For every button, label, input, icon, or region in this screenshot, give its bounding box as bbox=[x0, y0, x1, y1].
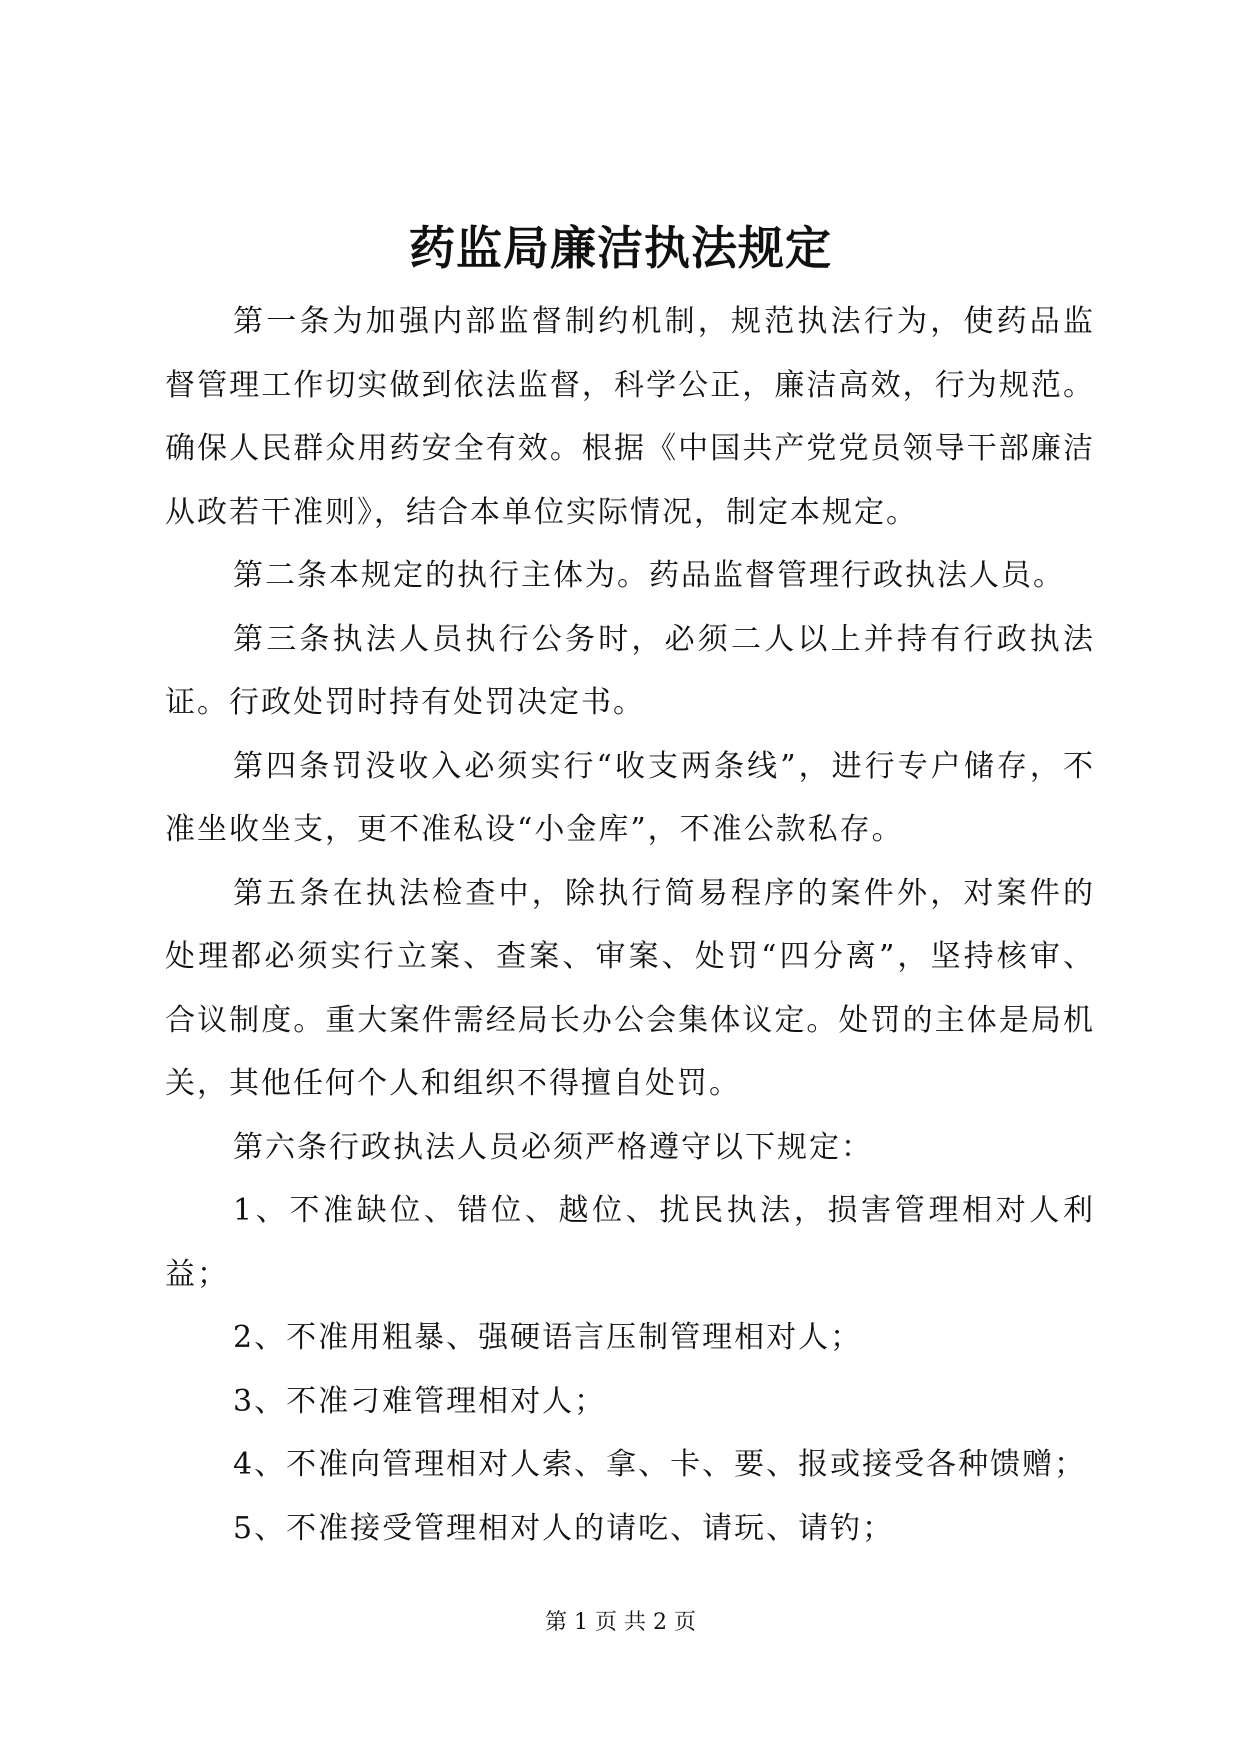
article-1-paragraph: 第一条为加强内部监督制约机制，规范执法行为，使药品监督管理工作切实做到依法监督，科学公正，廉洁高效，行为规范。确保人民群众用药安全有效。根据《中国共产党党员领导干部廉洁从政若干准则》，结合本单位实际情况，制定本规定。 bbox=[165, 304, 1095, 530]
article-3-paragraph: 第三条执法人员执行公务时，必须二人以上并持有行政执法证。行政处罚时持有处罚决定书。 bbox=[165, 621, 1095, 720]
rule-item-4: 4、不准向管理相对人索、拿、卡、要、报或接受各种馈赠； bbox=[233, 1447, 1087, 1482]
rule-item-5: 5、不准接受管理相对人的请吃、请玩、请钓； bbox=[233, 1510, 895, 1546]
article-2-paragraph: 第二条本规定的执行主体为。药品监督管理行政执法人员。 bbox=[233, 558, 1065, 593]
article-4-paragraph: 第四条罚没收入必须实行“收支两条线”，进行专户储存，不准坐收坐支，更不准私设“小金库”，不准公款私存。 bbox=[165, 748, 1095, 847]
article-6-paragraph: 第六条行政执法人员必须严格遵守以下规定： bbox=[233, 1129, 873, 1165]
rule-item-2: 2、不准用粗暴、强硬语言压制管理相对人； bbox=[233, 1320, 863, 1355]
rule-item-3: 3、不准刁难管理相对人； bbox=[233, 1383, 607, 1419]
document-body bbox=[165, 290, 1095, 1560]
article-5-paragraph: 第五条在执法检查中，除执行简易程序的案件外，对案件的处理都必须实行立案、查案、审案、处罚“四分离”，坚持核审、合议制度。重大案件需经局长办公会集体议定。处罚的主体是局机关，其他任何个人和组织不得擅自处罚。 bbox=[165, 875, 1095, 1101]
page-number-footer: 第 1 页 共 2 页 bbox=[545, 1610, 696, 1635]
document-title: 药监局廉洁执法规定 bbox=[409, 221, 832, 275]
rule-item-1: 1、不准缺位、错位、越位、扰民执法，损害管理相对人利益； bbox=[165, 1193, 1095, 1292]
